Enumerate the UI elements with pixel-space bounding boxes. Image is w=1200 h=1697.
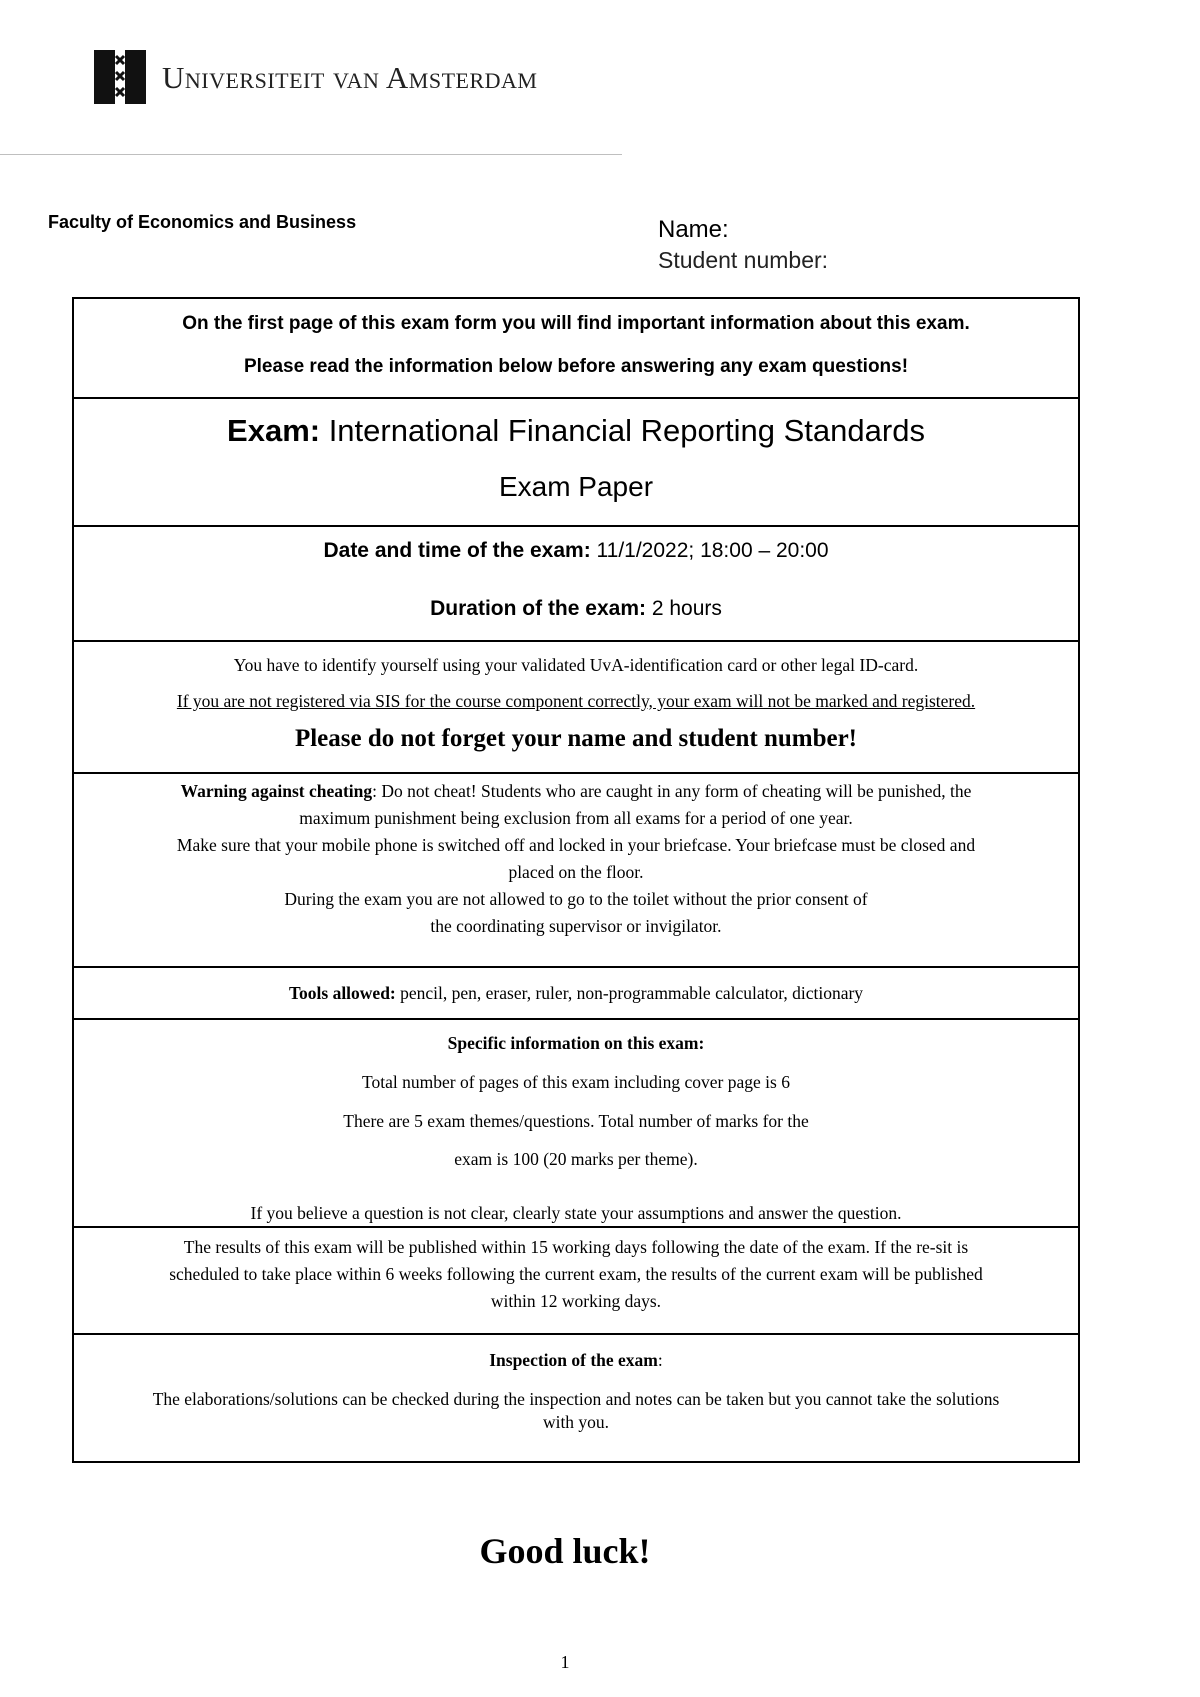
notice-line-2: Please read the information below before answering any exam questions! — [243, 356, 909, 377]
logo-wordmark: Universiteit van Amsterdam — [162, 59, 538, 95]
tools-label: Tools allowed: — [288, 983, 396, 1003]
id-line-2: If you are not registered via SIS for the course component correctly, your exam will not be marked and registered. — [176, 691, 976, 711]
inspection-section — [74, 1333, 1078, 1461]
university-logo — [94, 50, 538, 104]
page-number: 1 — [560, 1652, 570, 1672]
specific-line-3: exam is 100 (20 marks per theme). — [454, 1149, 698, 1169]
exam-paper-label: Exam Paper — [498, 471, 654, 502]
exam-title-section — [74, 397, 1078, 525]
exam-name: International Financial Reporting Standards — [320, 413, 925, 448]
student-number-label: Student number: — [658, 247, 829, 273]
tools-value: pencil, pen, eraser, ruler, non-programmable calculator, dictionary — [395, 983, 864, 1003]
date-value: 11/1/2022; 18:00 – 20:00 — [590, 539, 829, 562]
inspection-line-1: The elaborations/solutions can be checked during the inspection and notes can be taken but you cannot take the solutions — [152, 1389, 1000, 1409]
results-line-2: scheduled to take place within 6 weeks following the current exam, the results of the current exam will be published — [169, 1264, 983, 1284]
warning-line-1 — [74, 778, 1078, 805]
warning-line-2: maximum punishment being exclusion from all exams for a period of one year. — [299, 808, 853, 828]
inspection-heading-row — [74, 1347, 1078, 1374]
notice-section — [74, 299, 1078, 397]
faculty-name: Faculty of Economics and Business — [48, 212, 357, 232]
specific-line-2: There are 5 exam themes/questions. Total number of marks for the — [343, 1111, 809, 1131]
inspection-colon: : — [657, 1350, 663, 1370]
inspection-heading: Inspection of the exam — [489, 1350, 658, 1370]
specific-info-section — [74, 1018, 1078, 1226]
warning-line-4: placed on the floor. — [508, 862, 644, 882]
results-section — [74, 1226, 1078, 1333]
exam-label: Exam: — [227, 413, 321, 448]
id-reminder: Please do not forget your name and student number! — [294, 725, 858, 752]
notice-line-1: On the first page of this exam form you will find important information about this exam. — [182, 313, 970, 334]
id-line-2-wrap — [74, 688, 1078, 715]
warning-text: : Do not cheat! Students who are caught in any form of cheating will be punished, the — [372, 781, 972, 801]
duration-label: Duration of the exam: — [430, 597, 646, 620]
good-luck-message: Good luck! — [479, 1531, 651, 1571]
name-label: Name: — [658, 216, 729, 243]
id-line-1: You have to identify yourself using your validated UvA-identification card or other legal ID-card. — [233, 655, 919, 675]
header-divider — [0, 154, 622, 155]
results-line-1: The results of this exam will be published within 15 working days following the date of the exam. If the re-sit is — [183, 1237, 969, 1257]
tools-row — [74, 980, 1078, 1007]
identification-section — [74, 640, 1078, 772]
date-label: Date and time of the exam: — [323, 539, 591, 562]
specific-line-4: If you believe a question is not clear, clearly state your assumptions and answer the question. — [250, 1203, 902, 1223]
exam-info-table — [72, 297, 1080, 1463]
warning-section — [74, 772, 1078, 966]
tools-section — [74, 966, 1078, 1018]
date-row — [74, 539, 1078, 563]
specific-line-1: Total number of pages of this exam including cover page is 6 — [362, 1072, 790, 1092]
timing-section — [74, 525, 1078, 640]
warning-label: Warning against cheating — [180, 781, 373, 801]
warning-line-6: the coordinating supervisor or invigilator. — [430, 916, 722, 936]
uva-crest-icon — [94, 50, 146, 104]
results-line-3: within 12 working days. — [490, 1291, 662, 1311]
duration-row — [74, 597, 1078, 621]
specific-heading: Specific information on this exam: — [447, 1033, 705, 1053]
exam-title — [74, 413, 1078, 449]
duration-value: 2 hours — [645, 597, 722, 620]
inspection-line-2: with you. — [542, 1412, 610, 1432]
warning-line-3: Make sure that your mobile phone is switched off and locked in your briefcase. Your briefcase must be closed and — [176, 835, 976, 855]
warning-line-5: During the exam you are not allowed to go to the toilet without the prior consent of — [284, 889, 868, 909]
